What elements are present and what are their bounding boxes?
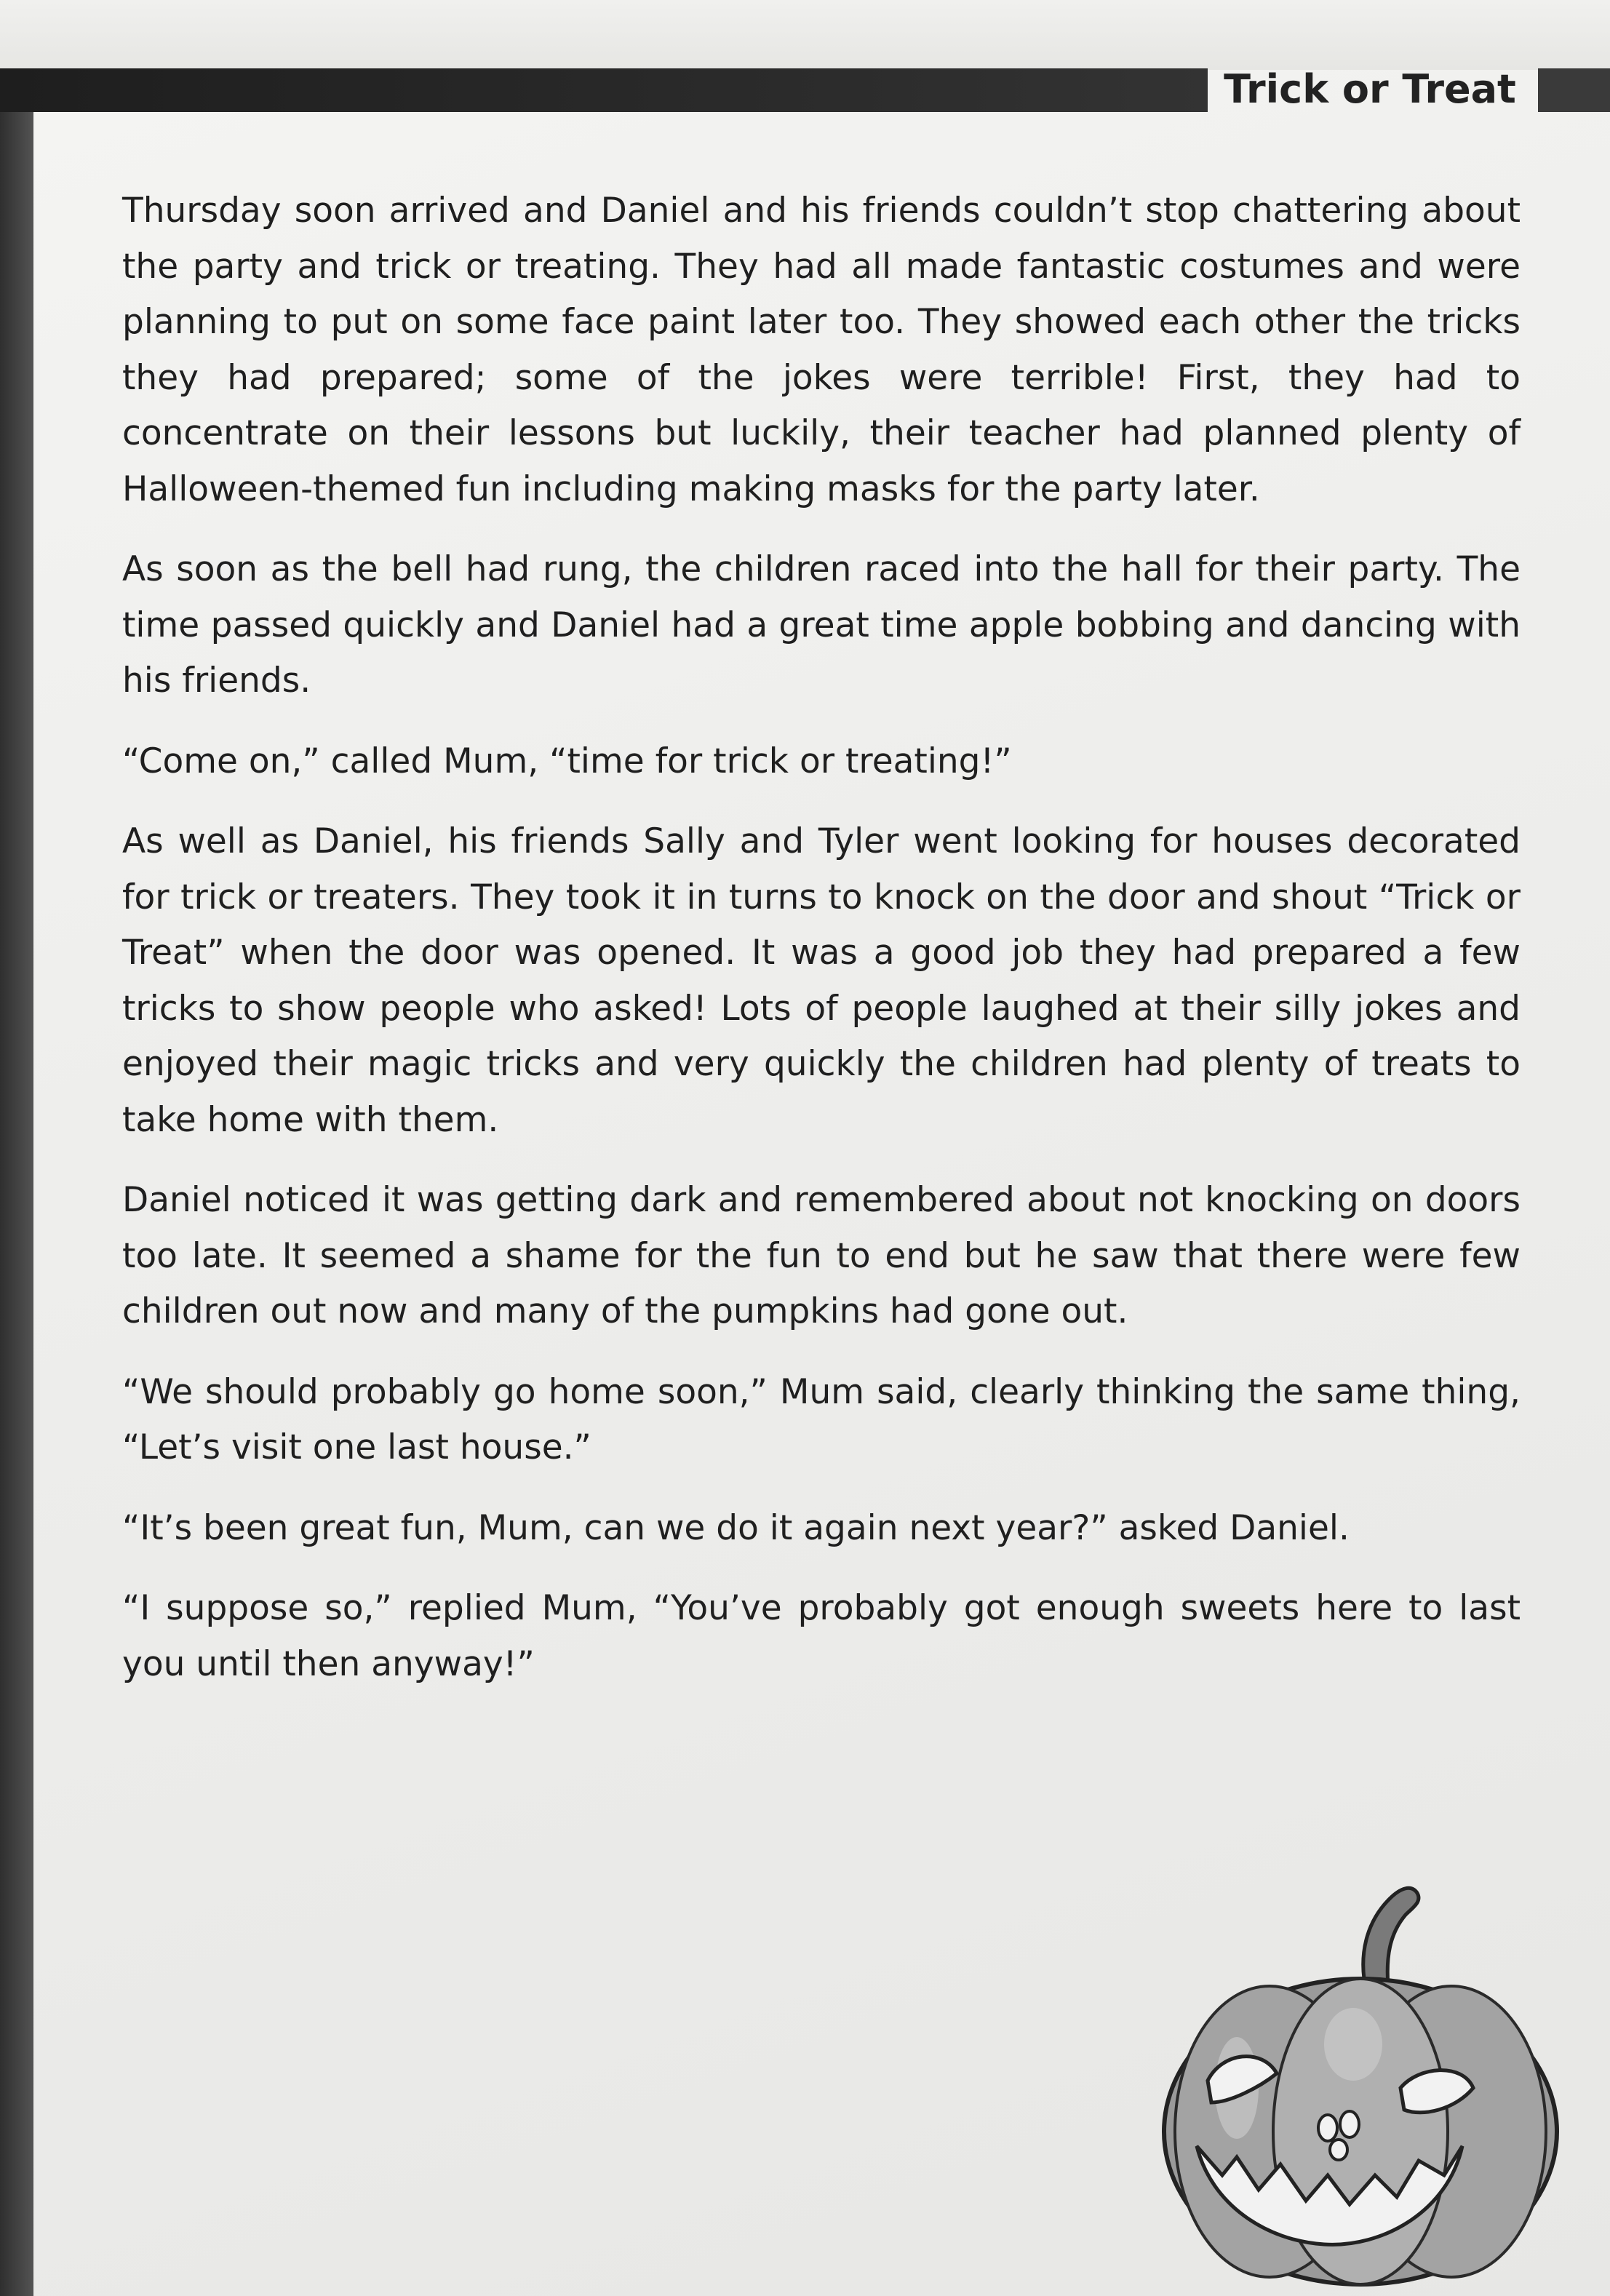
story-paragraph-2: As soon as the bell had rung, the children raced into the hall for their party. The time passed quickly and Daniel had a great time apple bobbing and dancing with his friends. xyxy=(122,549,1521,701)
header-bar xyxy=(0,68,1208,112)
story-paragraph-5: Daniel noticed it was getting dark and remembered about not knocking on doors too late. It seemed a shame for the fun to end but he saw that there were few children out now and many of the pumpkins had gone out. xyxy=(122,1180,1521,1331)
header-bar-end xyxy=(1538,68,1610,112)
story-paragraph-4: As well as Daniel, his friends Sally and Tyler went looking for houses decorated for trick or treaters. They took it in turns to knock on the door and shout “Trick or Treat” when the door was opened. It was a good job they had prepared a few tricks to show people who asked! Lots of people laughed at their silly jokes and enjoyed their magic tricks and very quickly the children had plenty of treats to take home with them. xyxy=(122,821,1521,1140)
jack-o-lantern-icon xyxy=(1142,1870,1579,2292)
story-paragraph-1: Thursday soon arrived and Daniel and his friends couldn’t stop chattering about the party and trick or treating. They had all made fantastic costumes and were planning to put on some face paint later too. They showed each other the tricks they had prepared; some of the jokes were terrible! First, they had to concentrate on their lessons but luckily, their teacher had planned plenty of Halloween-themed fun including making masks for the party later. xyxy=(122,191,1521,509)
story-paragraph-3: “Come on,” called Mum, “time for trick or treating!” xyxy=(122,741,1012,781)
page-title: Trick or Treat xyxy=(1224,65,1516,112)
story-paragraph-7: “It’s been great fun, Mum, can we do it again next year?” asked Daniel. xyxy=(122,1507,1350,1548)
story-text xyxy=(122,183,1521,1717)
story-paragraph-6: “We should probably go home soon,” Mum said, clearly thinking the same thing, “Let’s visit one last house.” xyxy=(122,1371,1521,1467)
story-paragraph-8: “I suppose so,” replied Mum, “You’ve probably got enough sweets here to last you until then anyway!” xyxy=(122,1588,1521,1684)
